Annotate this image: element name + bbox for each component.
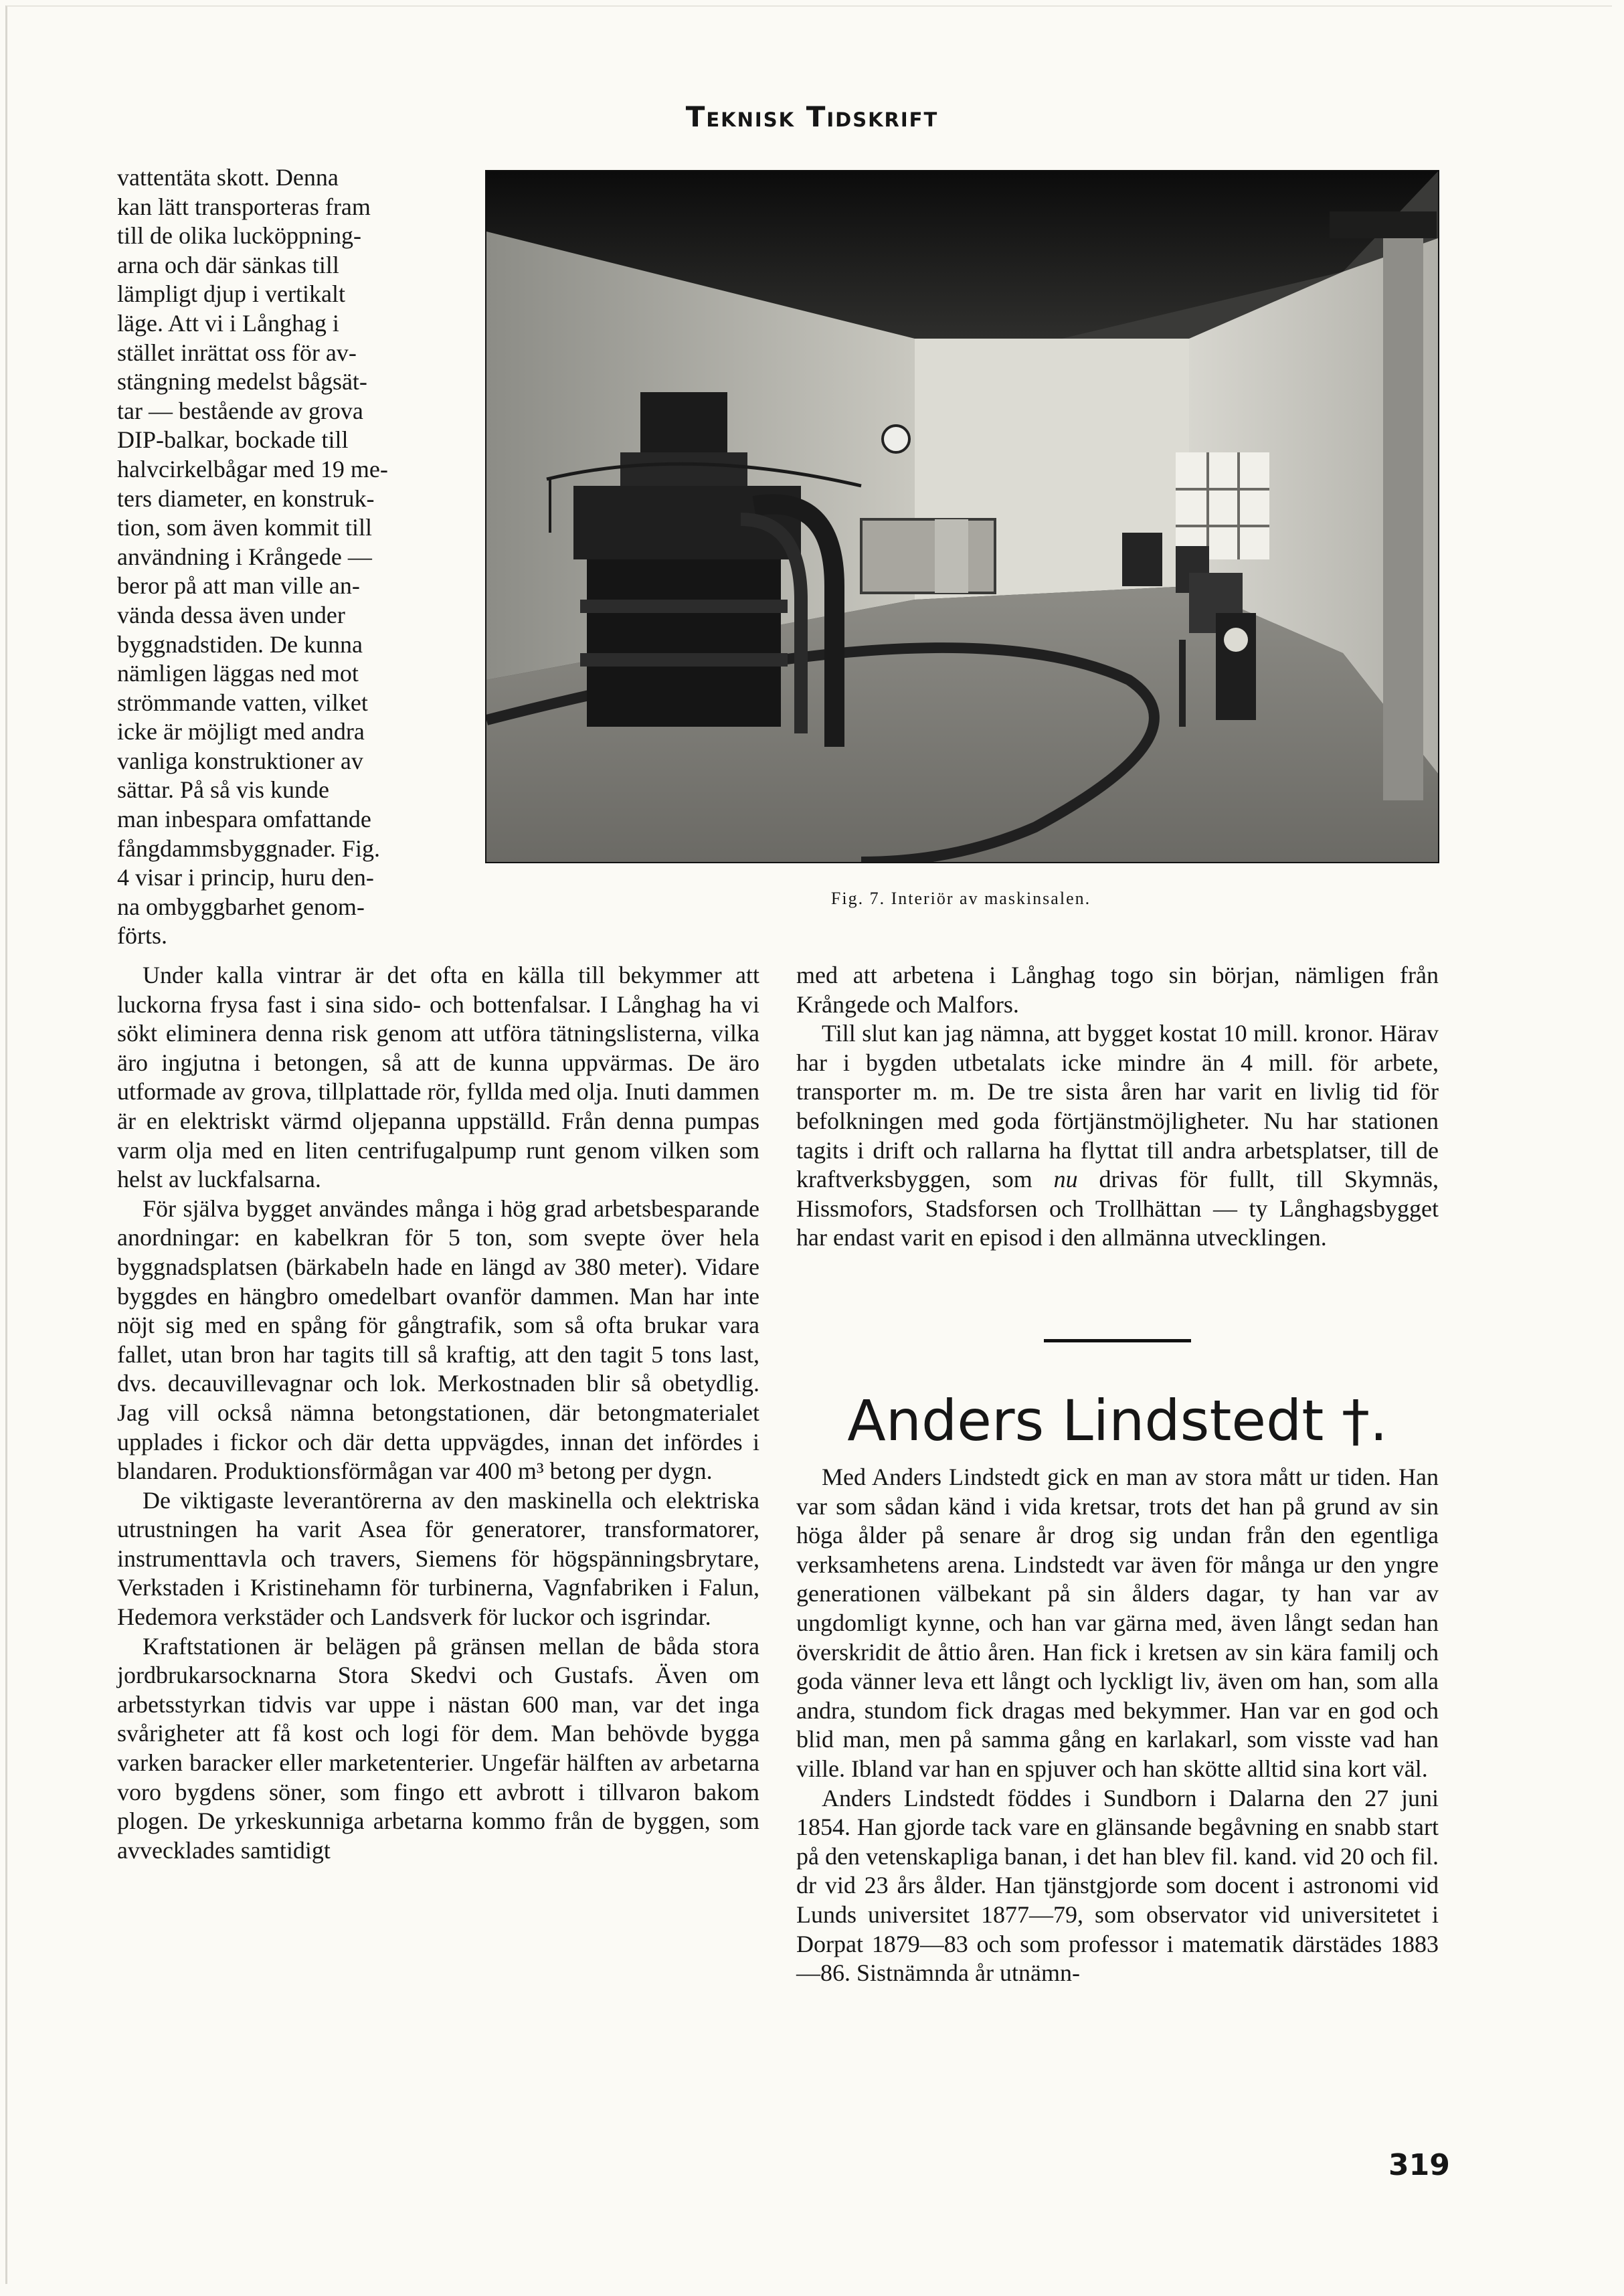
paragraph: Med Anders Lindstedt gick en man av stora mått ur tiden. Han var som sådan känd i vida kretsar, trots det han på grund av sin höga ålder på senare år drog sig undan från den egentliga verksamhetens arena. Lindstedt var även för många ur den yngre generationen välbekant på sin ålders dagar, ty han var av ungdomligt kynne, och han var gärna med, även långt sedan han överskridit de åttio åren. Han fick i kretsen av sin kära familj och goda vänner leva ett långt och lyckligt liv, även om han, som alla andra, stundom fick dragas med bekymmer. Han var en god och blid man, men på samma gång en karlakarl, som visste vad han ville. Ibland var han en spjuver och han skötte alltid sina kort väl. bbox=[796, 1464, 1439, 1782]
narrow-line: kan lätt transporteras fram bbox=[117, 193, 371, 220]
narrow-line: vända dessa även under bbox=[117, 601, 345, 628]
narrow-line: sättar. På så vis kunde bbox=[117, 776, 329, 804]
machine-hall-photo bbox=[485, 170, 1439, 863]
obituary-text bbox=[796, 1463, 1439, 1988]
narrow-line: 4 visar i princip, huru den- bbox=[117, 864, 374, 891]
paragraph-text: drivas för fullt, till Skymnäs, Hissmofors, Stadsforsen och Trollhättan — ty Långhagsbygget har endast varit en episod i den allmänna utvecklingen. bbox=[796, 1166, 1439, 1251]
paragraph bbox=[796, 1019, 1439, 1253]
journal-header: Teknisk Tidskrift bbox=[685, 100, 939, 133]
narrow-line: man inbespara omfattande bbox=[117, 806, 371, 833]
narrow-line: byggnadstiden. De kunna bbox=[117, 630, 363, 658]
narrow-line: lämpligt djup i vertikalt bbox=[117, 280, 345, 308]
narrow-line: icke är möjligt med andra bbox=[117, 718, 365, 745]
narrow-line: na ombyggbarhet genom- bbox=[117, 893, 365, 920]
paragraph: Anders Lindstedt föddes i Sundborn i Dalarna den 27 juni 1854. Han gjorde tack vare en glänsande begåvning en snabb start på den vetenskapliga banan, i det han blev fil. kand. vid 20 och fil. dr vid 23 års ålder. Han tjänstgjorde som docent i astronomi vid Lunds universitet 1877—79, som observator vid universitetet i Dorpat 1879—83 och som professor i matematik därstädes 1883—86. Sistnämnda år utnämn- bbox=[796, 1784, 1439, 1987]
narrow-line: läge. Att vi i Långhag i bbox=[117, 309, 339, 337]
obituary-title: Anders Lindstedt †. bbox=[847, 1388, 1388, 1453]
narrow-line: DIP-balkar, bockade till bbox=[117, 426, 349, 454]
narrow-line: användning i Krångede — bbox=[117, 543, 372, 570]
narrow-line: tion, som även kommit till bbox=[117, 514, 372, 541]
paragraph: De viktigaste leverantörerna av den maskinella och elektriska utrustningen ha varit Asea för generatorer, transformatorer, instrumenttavla och travers, Siemens för högspänningsbrytare, Verkstaden i Kristinehamn för turbinerna, Vagnfabriken i Falun, Hedemora verkstäder och Landsverk för luckor och isgrindar. bbox=[117, 1486, 759, 1631]
narrow-line: tar — bestående av grova bbox=[117, 397, 363, 424]
narrow-line: nämligen läggas ned mot bbox=[117, 660, 359, 687]
figure-caption: Fig. 7. Interiör av maskinsalen. bbox=[830, 889, 1091, 908]
emphasis-text: nu bbox=[1053, 1166, 1078, 1193]
narrow-line: strömmande vatten, vilket bbox=[117, 689, 368, 716]
narrow-line: förts. bbox=[117, 922, 167, 950]
paragraph: Under kalla vintrar är det ofta en källa till bekymmer att luckorna frysa fast i sina sido- och bottenfalsar. I Långhag ha vi sökt eliminera denna risk genom att utföra tätningslisterna, vilka äro ingjutna i betongen, så att de kunna uppvärmas. De äro utformade av grova, tillplattade rör, fyllda med olja. Inuti dammen är en elektriskt värmd oljepanna uppställd. Från denna pumpas varm olja med en liten centrifugalpump runt genom vilken som helst av luckfalsarna. bbox=[117, 962, 759, 1193]
paragraph-text: Till slut kan jag nämna, att bygget kostat 10 mill. kronor. Härav har i bygden utbetalats icke mindre än 4 mill. för arbete, transporter m. m. De tre sista åren har varit en livlig tid för befolkningen med goda förtjänstmöjligheter. Nu har stationen tagits i drift och rallarna ha flyttat till andra arbetsplatser, till de kraftverksbyggen, som bbox=[796, 1020, 1439, 1193]
narrow-line: ters diameter, en konstruk- bbox=[117, 484, 375, 512]
narrow-line: beror på att man ville an- bbox=[117, 572, 360, 600]
page-number: 319 bbox=[1388, 2148, 1450, 2182]
paragraph: Kraftstationen är belägen på gränsen mellan de båda stora jordbrukarsocknarna Stora Skedvi och Gustafs. Även om arbetsstyrkan tidvis var uppe i nästan 600 man, var det inga svårigheter att få kost och logi för dem. Man behövde bygga varken baracker eller marketenterier. Ungefär hälften av arbetarna voro bygdens söner, som fingo ett avbrott i tillvaron bakom plogen. De yrkeskunniga arbetarna kommo från de byggen, som avvecklades samtidigt bbox=[117, 1632, 759, 1864]
narrow-text-column bbox=[117, 163, 436, 951]
section-divider bbox=[1044, 1339, 1191, 1342]
paragraph: med att arbetena i Långhag togo sin början, nämligen från Krångede och Malfors. bbox=[796, 962, 1439, 1018]
narrow-line: till de olika lucköppning- bbox=[117, 222, 361, 250]
narrow-line: arna och där sänkas till bbox=[117, 251, 339, 278]
narrow-line: stängning medelst bågsät- bbox=[117, 368, 367, 395]
narrow-line: stället inrättat oss för av- bbox=[117, 339, 357, 366]
left-text-column bbox=[117, 961, 759, 1865]
narrow-line: vanliga konstruktioner av bbox=[117, 747, 363, 774]
right-text-column bbox=[796, 961, 1439, 1253]
paragraph: För själva bygget användes många i hög grad arbetsbesparande anordningar: en kabelkran för 5 ton, som svepte över hela byggnadsplatsen (bärkabeln hade en längd av 380 meter). Vidare byggdes en hängbro omedelbart ovanför dammen. Man har inte nöjt sig med en spång för gångtrafik, som så ofta brukar vara fallet, utan bron har tagits till så kraftig, att den tagit 5 tons last, dvs. decauvillevagnar och lok. Merkostnaden blir så obetydlig. Jag vill också nämna betongstationen, där betongmaterialet upplades i fickor och där detta uppvägdes, innan det infördes i blandaren. Produktionsförmågan var 400 m³ betong per dygn. bbox=[117, 1195, 759, 1485]
narrow-line: fångdammsbyggnader. Fig. bbox=[117, 834, 380, 862]
narrow-line: halvcirkelbågar med 19 me- bbox=[117, 455, 388, 482]
narrow-line: vattentäta skott. Denna bbox=[117, 164, 339, 191]
